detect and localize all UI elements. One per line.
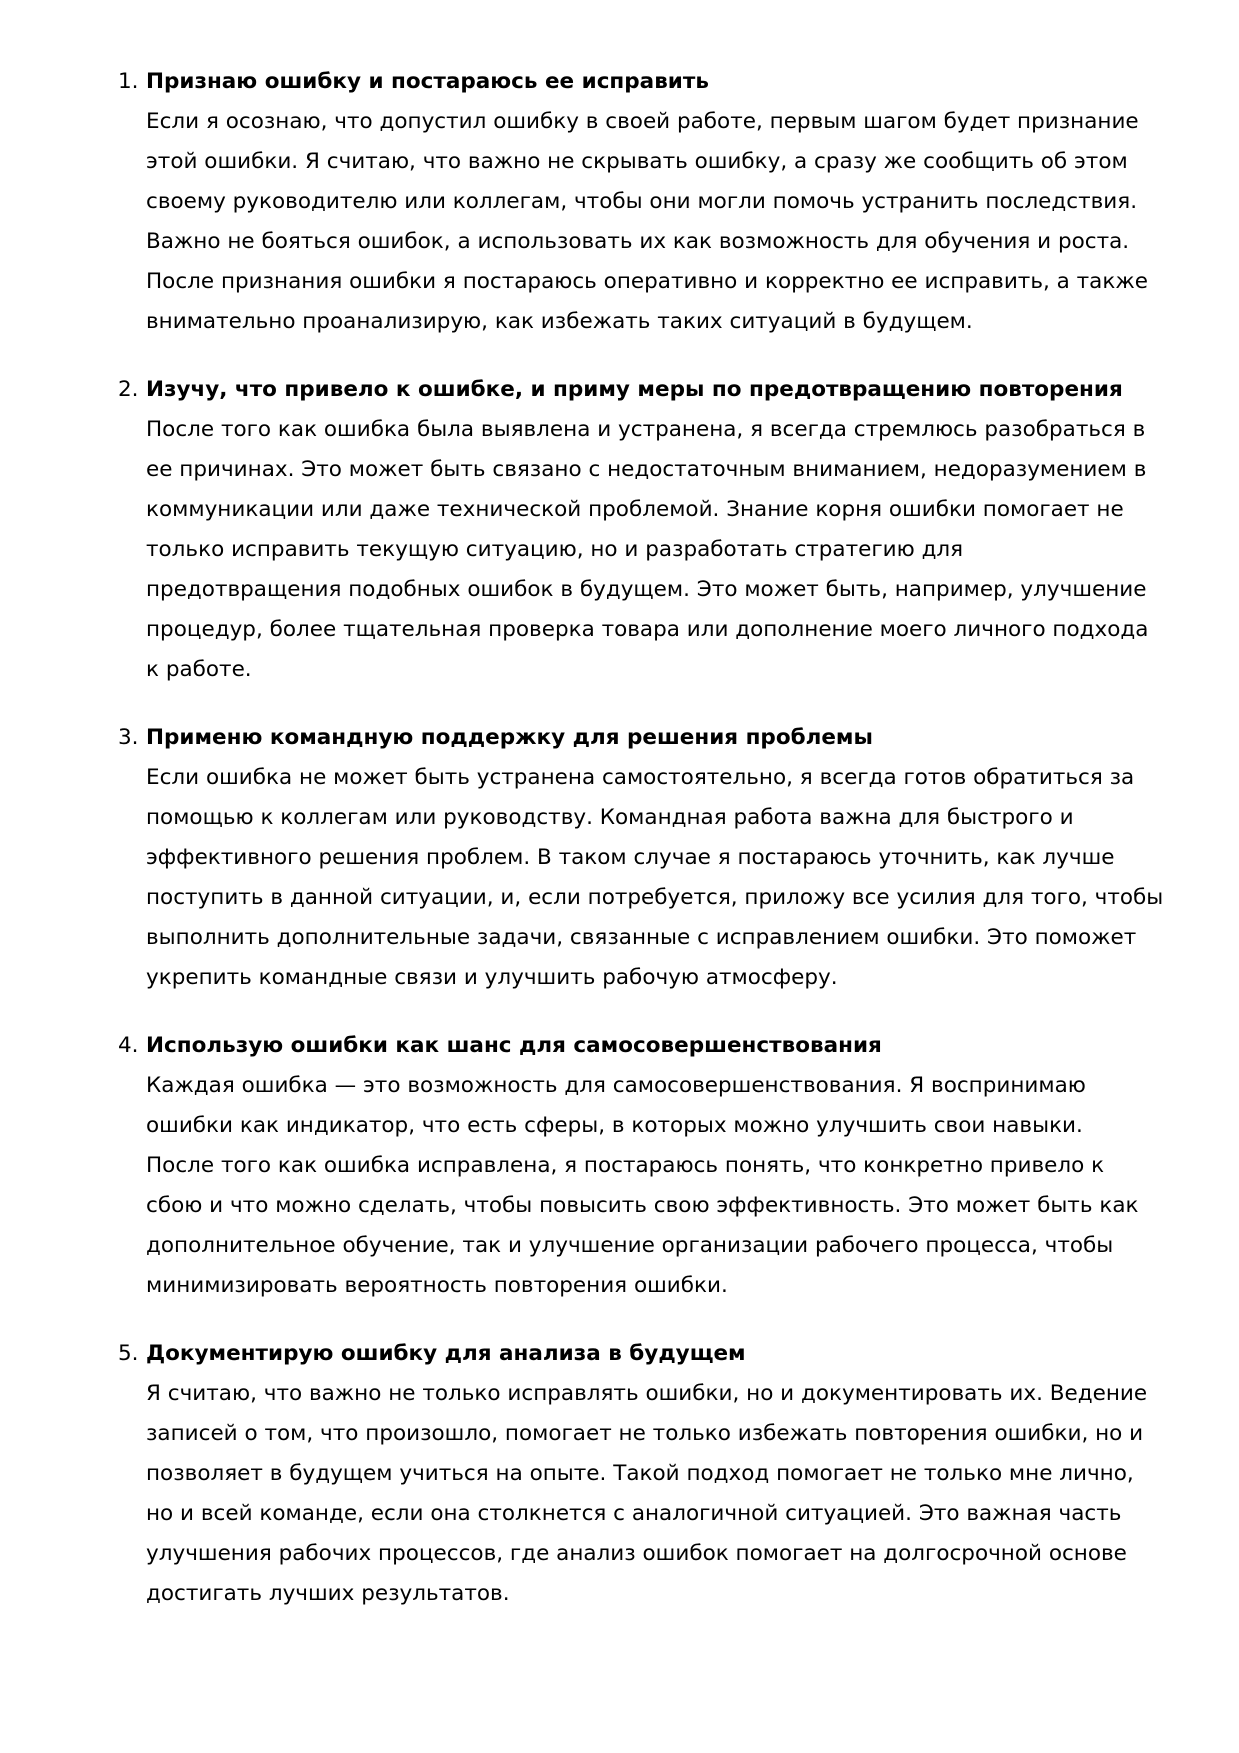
body-line: минимизировать вероятность повторения ошибки. <box>146 1273 728 1298</box>
body-line: дополнительное обучение, так и улучшение организации рабочего процесса, чтобы <box>146 1233 1114 1258</box>
list-item-title: Признаю ошибку и постараюсь ее исправить <box>146 69 709 94</box>
body-line: достигать лучших результатов. <box>146 1581 510 1606</box>
list-item-body <box>146 758 1164 998</box>
body-line: помощью к коллегам или руководству. Командная работа важна для быстрого и <box>146 805 1074 830</box>
body-line: но и всей команде, если она столкнется с аналогичной ситуацией. Это важная часть <box>146 1501 1122 1526</box>
body-line: ее причинах. Это может быть связано с недостаточным вниманием, недоразумением в <box>146 457 1147 482</box>
body-line: внимательно проанализирую, как избежать таких ситуаций в будущем. <box>146 309 973 334</box>
body-line: Важно не бояться ошибок, а использовать их как возможность для обучения и роста. <box>146 229 1130 254</box>
body-line: эффективного решения проблем. В таком случае я постараюсь уточнить, как лучше <box>146 845 1115 870</box>
list-item <box>118 1334 1156 1614</box>
body-line: сбою и что можно сделать, чтобы повысить свою эффективность. Это может быть как <box>146 1193 1139 1218</box>
list-item-body <box>146 1374 1156 1614</box>
list-item-number: 5. <box>118 1341 139 1366</box>
list-item-title: Изучу, что привело к ошибке, и приму меры по предотвращению повторения <box>146 377 1123 402</box>
list-item <box>118 718 1164 998</box>
list-item-title: Применю командную поддержку для решения проблемы <box>146 725 873 750</box>
body-line: Каждая ошибка — это возможность для самосовершенствования. Я воспринимаю <box>146 1073 1086 1098</box>
list-item <box>118 370 1156 690</box>
body-line: Если ошибка не может быть устранена самостоятельно, я всегда готов обратиться за <box>146 765 1135 790</box>
list-item-number: 2. <box>118 377 139 402</box>
list-item <box>118 62 1156 342</box>
body-line: к работе. <box>146 657 252 682</box>
body-line: Если я осознаю, что допустил ошибку в своей работе, первым шагом будет признание <box>146 109 1139 134</box>
list-item-body <box>146 410 1156 690</box>
body-line: записей о том, что произошло, помогает не только избежать повторения ошибки, но и <box>146 1421 1144 1446</box>
body-line: процедур, более тщательная проверка товара или дополнение моего личного подхода <box>146 617 1149 642</box>
body-line: поступить в данной ситуации, и, если потребуется, приложу все усилия для того, чтобы <box>146 885 1164 910</box>
list-item-body <box>146 102 1156 342</box>
body-line: После того как ошибка исправлена, я постараюсь понять, что конкретно привело к <box>146 1153 1105 1178</box>
body-line: своему руководителю или коллегам, чтобы они могли помочь устранить последствия. <box>146 189 1138 214</box>
body-line: улучшения рабочих процессов, где анализ ошибок помогает на долгосрочной основе <box>146 1541 1127 1566</box>
body-line: ошибки как индикатор, что есть сферы, в которых можно улучшить свои навыки. <box>146 1113 1083 1138</box>
body-line: Я считаю, что важно не только исправлять ошибки, но и документировать их. Ведение <box>146 1381 1148 1406</box>
body-line: только исправить текущую ситуацию, но и разработать стратегию для <box>146 537 964 562</box>
list-item-title: Документирую ошибку для анализа в будущем <box>146 1341 746 1366</box>
numbered-list <box>118 62 1164 1642</box>
body-line: этой ошибки. Я считаю, что важно не скрывать ошибку, а сразу же сообщить об этом <box>146 149 1128 174</box>
list-item <box>118 1026 1156 1306</box>
body-line: коммуникации или даже технической проблемой. Знание корня ошибки помогает не <box>146 497 1124 522</box>
body-line: позволяет в будущем учиться на опыте. Такой подход помогает не только мне лично, <box>146 1461 1134 1486</box>
body-line: укрепить командные связи и улучшить рабочую атмосферу. <box>146 965 838 990</box>
body-line: После признания ошибки я постараюсь оперативно и корректно ее исправить, а также <box>146 269 1148 294</box>
body-line: предотвращения подобных ошибок в будущем. Это может быть, например, улучшение <box>146 577 1147 602</box>
body-line: После того как ошибка была выявлена и устранена, я всегда стремлюсь разобраться в <box>146 417 1146 442</box>
list-item-body <box>146 1066 1156 1306</box>
body-line: выполнить дополнительные задачи, связанные с исправлением ошибки. Это поможет <box>146 925 1137 950</box>
list-item-number: 3. <box>118 725 139 750</box>
list-item-number: 4. <box>118 1033 139 1058</box>
list-item-number: 1. <box>118 69 139 94</box>
list-item-title: Использую ошибки как шанс для самосовершенствования <box>146 1033 882 1058</box>
